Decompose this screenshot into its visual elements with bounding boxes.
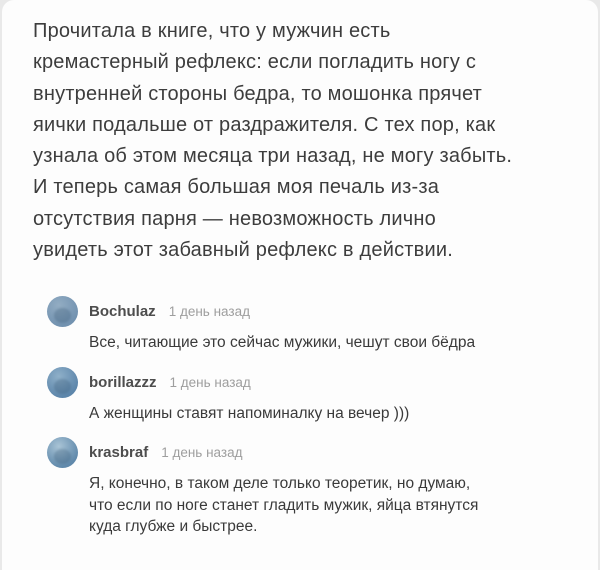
post-text-line: И теперь самая большая моя печаль из-за [33, 176, 440, 199]
post-text [2, 0, 598, 266]
comment-timestamp: 1 день назад [169, 374, 251, 390]
comment-text-line: А женщины ставят напоминалку на вечер ))) [89, 404, 410, 422]
comment-username[interactable]: borillazzz [89, 373, 157, 391]
comment-header [47, 437, 598, 468]
comment-list [47, 296, 598, 538]
comment-item [47, 296, 598, 354]
comment-timestamp: 1 день назад [161, 445, 243, 461]
comment-header [47, 367, 598, 398]
comment-text [89, 473, 598, 538]
post-text-line: кремастерный рефлекс: если погладить ногу с [33, 51, 477, 74]
post-text-line: увидеть этот забавный рефлекс в действии. [33, 239, 453, 262]
comment-item [47, 367, 598, 425]
post-text-line: Прочитала в книге, что у мужчин есть [33, 20, 391, 42]
comment-text [89, 403, 598, 425]
comment-text-line: куда глубже и быстрее. [89, 518, 258, 536]
comment-timestamp: 1 день назад [168, 304, 250, 320]
comment-text [89, 332, 598, 354]
post-card [2, 0, 598, 570]
user-avatar[interactable] [47, 296, 78, 327]
user-avatar[interactable] [47, 437, 78, 468]
comment-username[interactable]: krasbraf [89, 444, 149, 462]
comment-header [47, 296, 598, 327]
comment-username[interactable]: Bochulaz [89, 303, 156, 321]
post-text-line: узнала об этом месяца три назад, не могу забыть. [33, 145, 513, 168]
user-avatar[interactable] [47, 367, 78, 398]
comment-text-line: Все, читающие это сейчас мужики, чешут свои бёдра [89, 334, 476, 352]
post-text-line: отсутствия парня — невозможность лично [33, 207, 436, 230]
post-text-line: яички подальше от раздражителя. С тех пор, как [33, 113, 496, 136]
comment-text-line: Я, конечно, в таком деле только теоретик, но думаю, [89, 475, 471, 493]
comment-text-line: что если по ноге станет гладить мужик, яйца втянутся [89, 496, 479, 514]
comment-item [47, 437, 598, 538]
post-text-line: внутренней стороны бедра, то мошонка прячет [33, 82, 483, 105]
